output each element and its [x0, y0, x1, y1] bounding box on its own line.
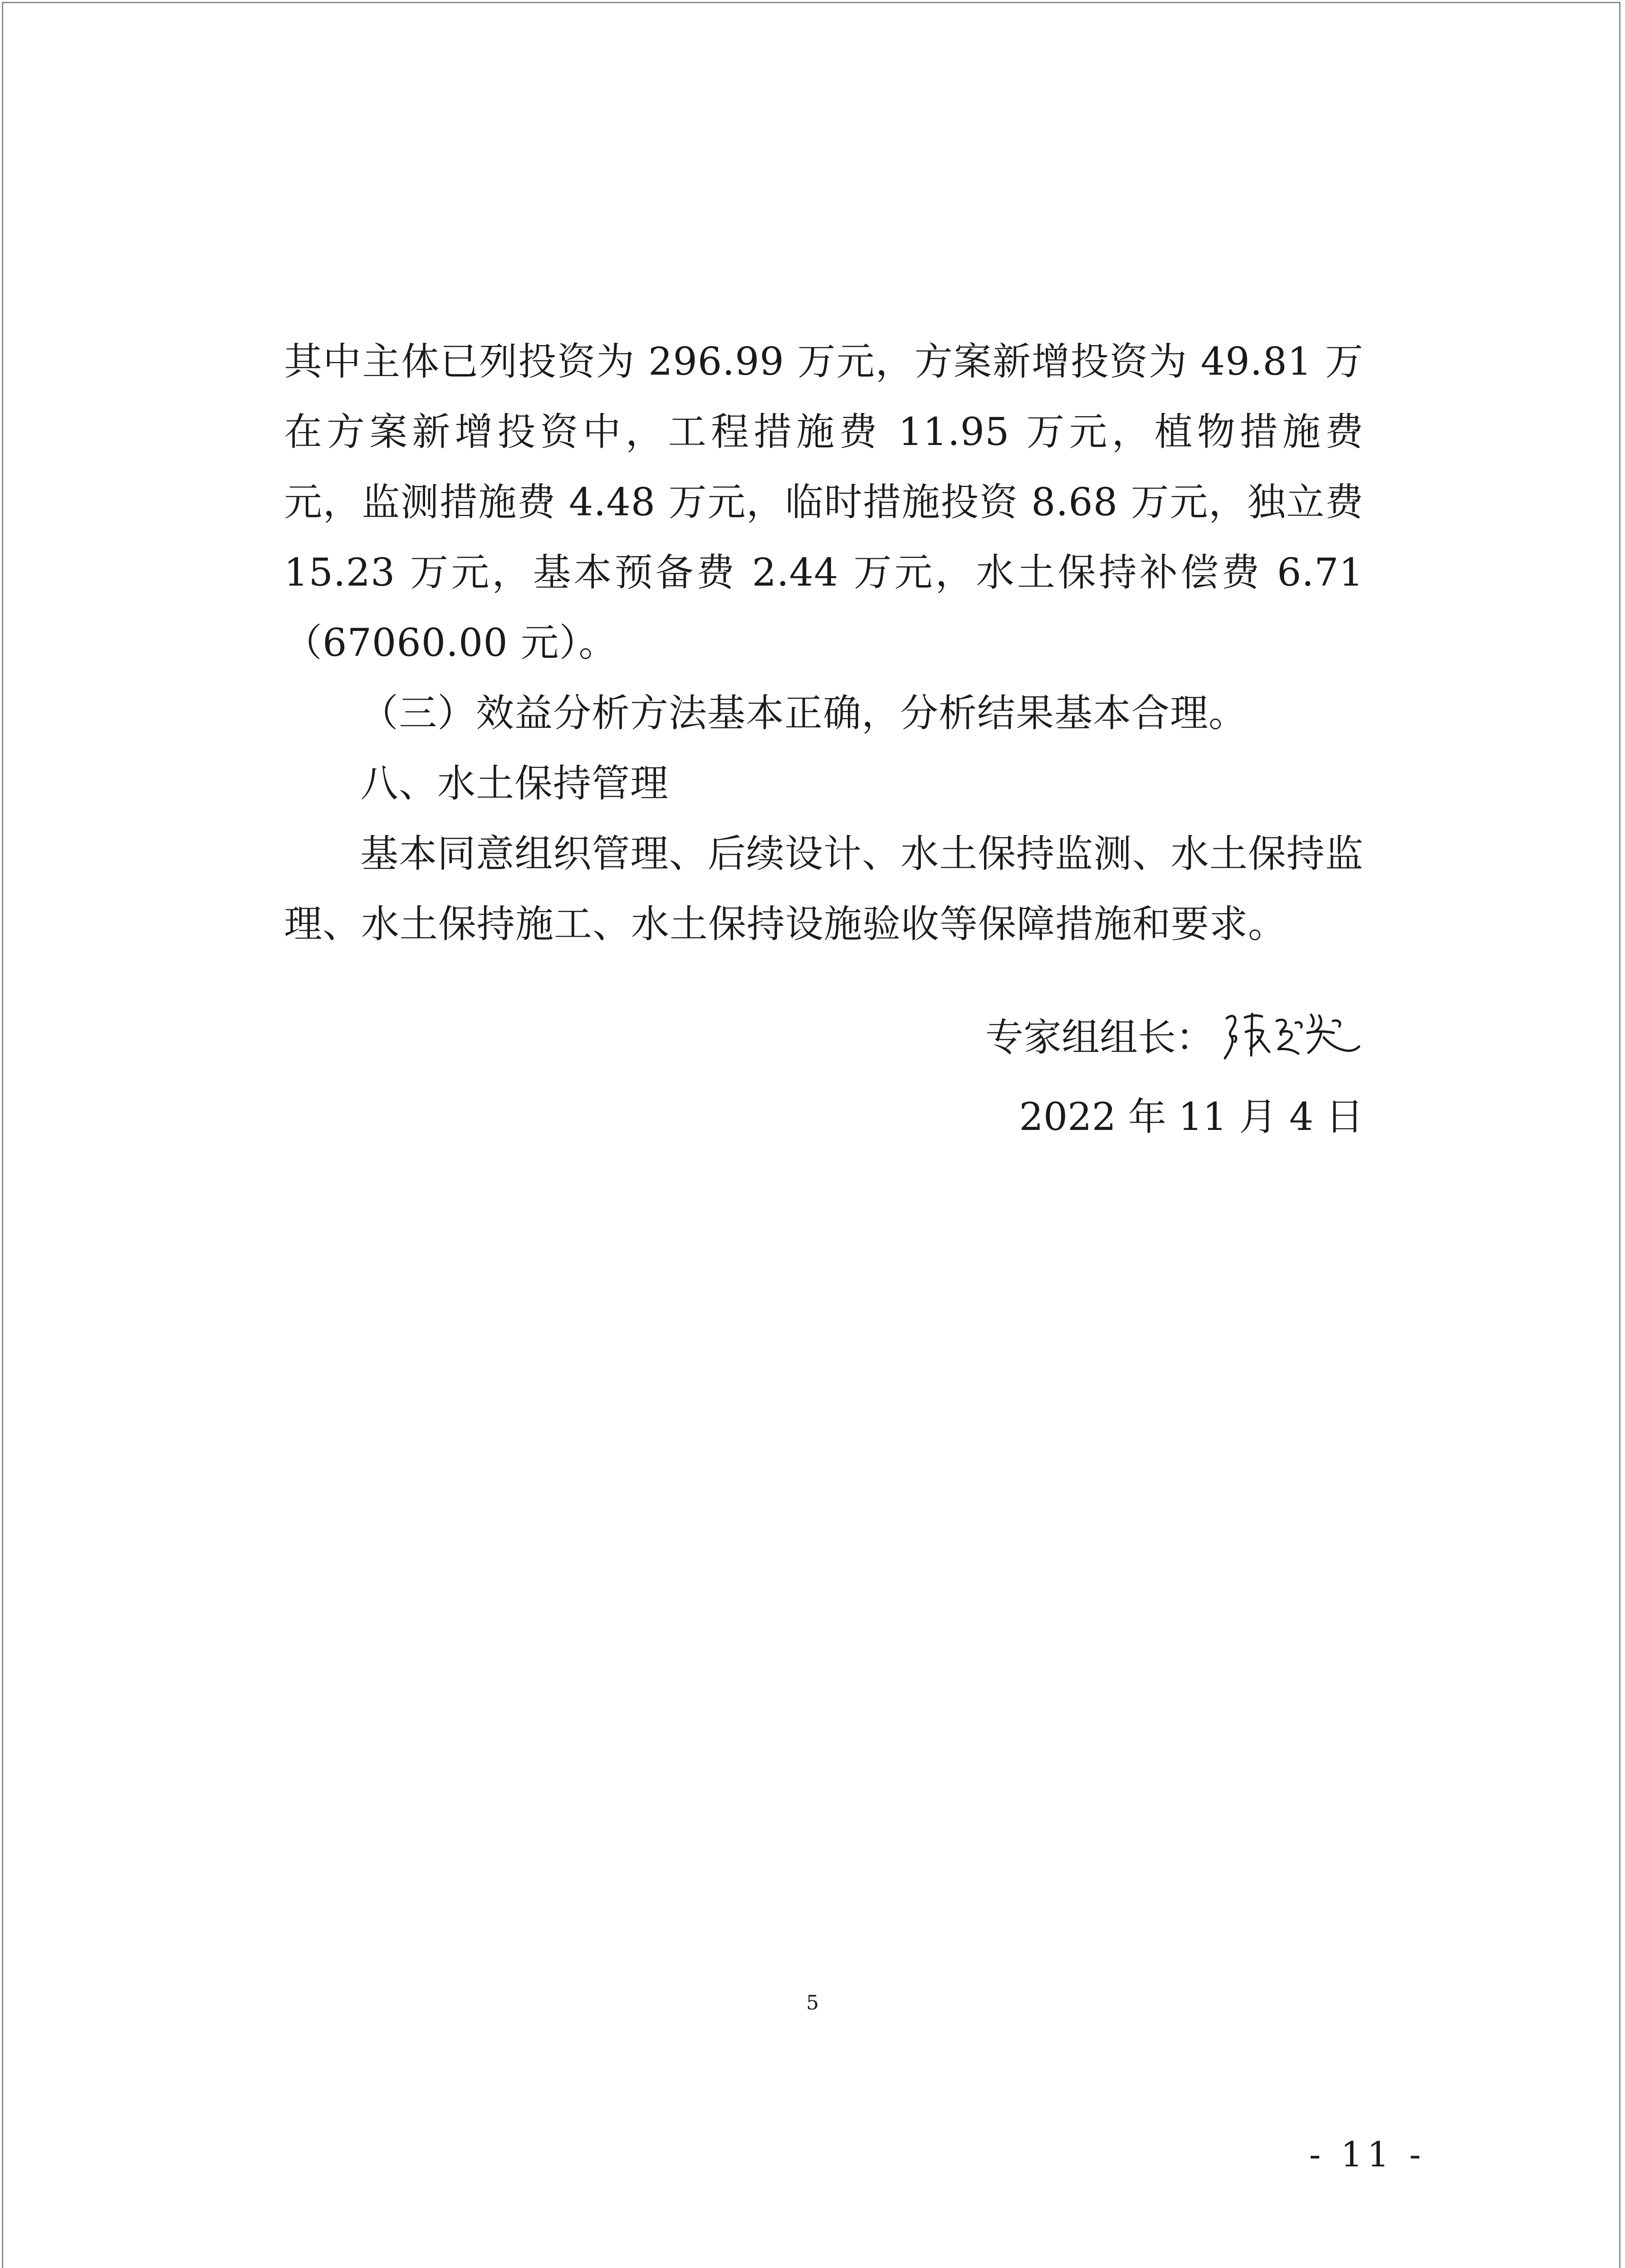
document-date: 2022 年 11 月 4 日: [1019, 1095, 1364, 1139]
benefit-analysis-line: （三）效益分析方法基本正确，分析结果基本合理。: [360, 691, 1248, 735]
management-line-1: 基本同意组织管理、后续设计、水土保持监测、水土保持监: [360, 831, 1364, 876]
investment-line-4: 15.23 万元，基本预备费 2.44 万元，水土保持补偿费 6.71: [284, 550, 1364, 595]
signature-label: 专家组组长：: [985, 1015, 1214, 1060]
section-heading: 八、水土保持管理: [360, 761, 669, 806]
investment-line-1: 其中主体已列投资为 296.99 万元，方案新增投资为 49.81 万: [284, 339, 1364, 384]
investment-line-2: 在方案新增投资中，工程措施费 11.95 万元，植物措施费: [284, 410, 1364, 454]
investment-line-5: （67060.00 元）。: [284, 621, 617, 665]
inner-page-number: 5: [806, 1991, 819, 2014]
signature-row: [985, 1005, 1364, 1064]
management-line-2: 理、水土保持施工、水土保持设施验收等保障措施和要求。: [284, 902, 1287, 946]
document-body: [284, 327, 1364, 959]
handwritten-signature: [1219, 1005, 1364, 1064]
investment-line-3: 元，监测措施费 4.48 万元，临时措施投资 8.68 万元，独立费: [284, 480, 1364, 524]
page-number: - 11 -: [1309, 2134, 1425, 2175]
